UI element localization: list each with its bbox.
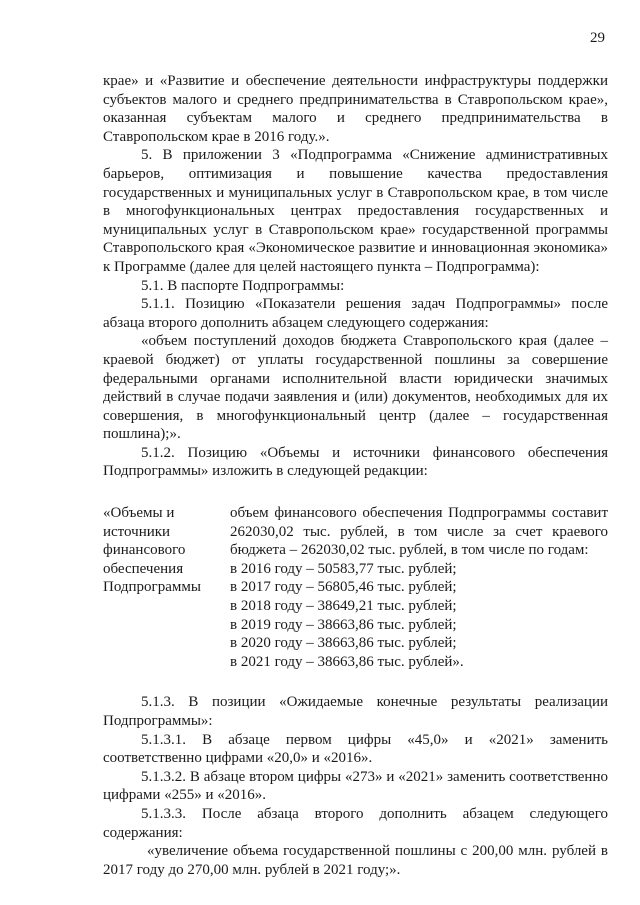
paragraph: 5.1.3.2. В абзаце втором цифры «273» и «2021» заменить соответственно цифрами «255» и «2016». xyxy=(103,768,608,804)
funding-year: в 2018 году – 38649,21 тыс. рублей; xyxy=(230,598,457,615)
funding-year: в 2020 году – 38663,86 тыс. рублей; xyxy=(230,635,457,652)
funding-table xyxy=(103,504,608,671)
funding-year: в 2019 году – 38663,86 тыс. рублей; xyxy=(230,616,457,633)
funding-year: в 2017 году – 56805,46 тыс. рублей; xyxy=(230,579,457,596)
document-body xyxy=(103,72,608,879)
label-line: Подпрограммы xyxy=(103,579,201,596)
paragraph: 5.1.2. Позицию «Объемы и источники финансового обеспечения Подпрограммы» изложить в следующей редакции: xyxy=(103,444,608,480)
funding-table-label xyxy=(103,504,230,671)
paragraph: 5.1.3.1. В абзаце первом цифры «45,0» и «2021» заменить соответственно цифрами «20,0» и «2016». xyxy=(103,731,608,767)
funding-intro: объем финансового обеспечения Подпрограммы составит 262030,02 тыс. рублей, в том числе за счет краевого бюджета – 262030,02 тыс. рублей, в том числе по годам: xyxy=(230,505,608,559)
paragraph: 5.1. В паспорте Подпрограммы: xyxy=(141,277,345,294)
label-line: «Объемы и xyxy=(103,505,175,522)
paragraph: 5.1.1. Позицию «Показатели решения задач Подпрограммы» после абзаца второго дополнить абзацем следующего содержания: xyxy=(103,296,608,331)
paragraph: «объем поступлений доходов бюджета Ставропольского края (далее – краевой бюджет) от уплаты государственной пошлины за совершение федеральными органами исполнительной власти юридически значимых действий в случае подачи заявления и (или) документов, необходимых для их совершения, в многофункциональный центр (далее – государственная пошлина);». xyxy=(103,333,608,443)
funding-year: в 2016 году – 50583,77 тыс. рублей; xyxy=(230,560,457,577)
label-line: финансового xyxy=(103,542,186,559)
paragraph: «увеличение объема государственной пошлины с 200,00 млн. рублей в 2017 году до 270,00 млн. рублей в 2021 году;». xyxy=(103,843,608,878)
paragraph: 5.1.3.3. После абзаца второго дополнить абзацем следующего содержания: xyxy=(103,805,608,841)
paragraph: 5.1.3. В позиции «Ожидаемые конечные результаты реализации Подпрограммы»: xyxy=(103,694,608,729)
label-line: обеспечения xyxy=(103,560,184,577)
paragraph: крае» и «Развитие и обеспечение деятельности инфраструктуры поддержки субъектов малого и среднего предпринимательства в Ставропольском крае», оказанная субъектам малого и среднего предпринимательства в Ставропольском крае в 2016 году.». xyxy=(103,73,608,145)
paragraph: 5. В приложении 3 «Подпрограмма «Снижение административных барьеров, оптимизация и повышение качества предоставления государственных и муниципальных услуг в Ставропольском крае, в том числе в многофункциональных центрах предоставления государственных и муниципальных услуг в Ставропольском крае» государственной программы Ставропольского края «Экономическое развитие и инновационная экономика» к Программе (далее для целей настоящего пункта – Подпрограмма): xyxy=(103,147,608,275)
funding-table-value xyxy=(230,504,608,671)
funding-year: в 2021 году – 38663,86 тыс. рублей». xyxy=(230,653,464,670)
label-line: источники xyxy=(103,523,171,540)
page-number: 29 xyxy=(590,30,605,46)
